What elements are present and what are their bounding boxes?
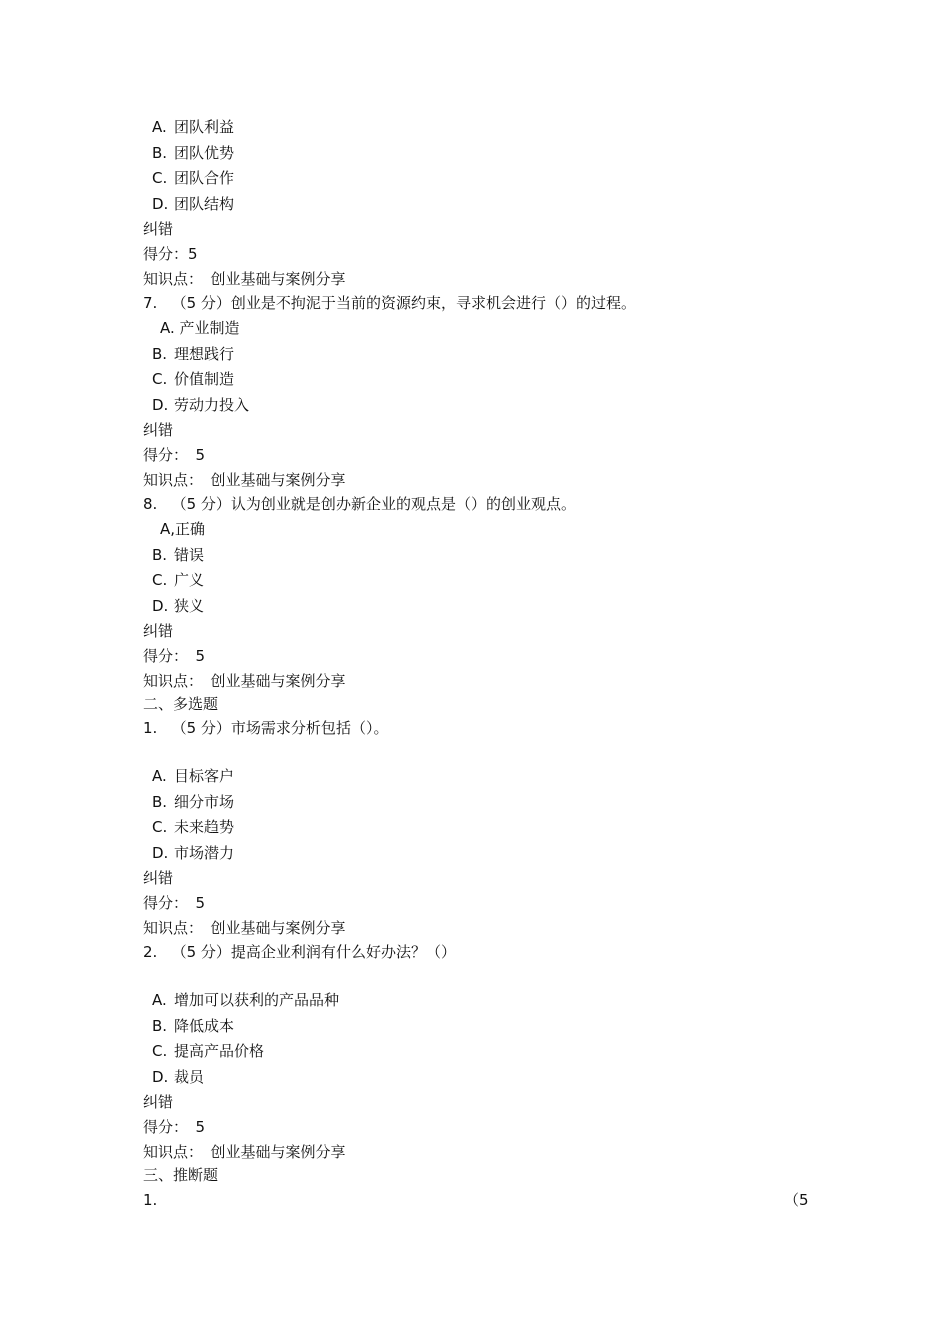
option-label: D. (152, 597, 169, 615)
question-number: 1. (143, 719, 158, 737)
section-heading: 三、推断题 (143, 1166, 219, 1184)
option-text: 错误 (174, 546, 205, 564)
option-c (152, 818, 234, 836)
knowledge-point: 知识点： 创业基础与案例分享 (143, 919, 346, 937)
question-t1-score-tail: （5 (784, 1191, 809, 1209)
question-number: 2. (143, 943, 158, 961)
question-8 (143, 495, 576, 513)
option-c (152, 571, 204, 589)
option-b (152, 1017, 234, 1035)
option-label: A, (160, 520, 176, 538)
option-label: B. (152, 793, 168, 811)
option-text: 理想践行 (174, 345, 235, 363)
option-d (152, 844, 234, 862)
question-text: （5 分）认为创业就是创办新企业的观点是（）的创业观点。 (171, 495, 576, 513)
option-label: C. (152, 169, 168, 187)
correction-link[interactable]: 纠错 (143, 421, 174, 439)
correction-link[interactable]: 纠错 (143, 1093, 174, 1111)
option-label: D. (152, 1068, 169, 1086)
question-text: （5 分）提高企业利润有什么好办法？（） (171, 943, 456, 961)
correction-link[interactable]: 纠错 (143, 869, 174, 887)
option-text: 团队结构 (174, 195, 235, 213)
score: 得分： 5 (143, 647, 206, 665)
knowledge-point: 知识点： 创业基础与案例分享 (143, 1143, 346, 1161)
option-label: D. (152, 396, 169, 414)
option-text: 产业制造 (179, 319, 240, 337)
option-label: B. (152, 1017, 168, 1035)
option-text: 增加可以获利的产品品种 (174, 991, 340, 1009)
option-b (152, 144, 234, 162)
option-b (152, 345, 234, 363)
score: 得分： 5 (143, 1118, 206, 1136)
question-text: （5 分）市场需求分析包括（）。 (171, 719, 389, 737)
option-text: 目标客户 (174, 767, 235, 785)
option-text: 细分市场 (174, 793, 235, 811)
option-b (152, 546, 204, 564)
option-label: B. (152, 546, 168, 564)
option-c (152, 1042, 264, 1060)
option-text: 团队合作 (174, 169, 235, 187)
score: 得分：5 (143, 245, 198, 263)
option-c (152, 370, 234, 388)
option-c (152, 169, 234, 187)
knowledge-point: 知识点： 创业基础与案例分享 (143, 270, 346, 288)
option-label: C. (152, 370, 168, 388)
option-text: 提高产品价格 (174, 1042, 265, 1060)
question-text: （5 分）创业是不拘泥于当前的资源约束，寻求机会进行（）的过程。 (171, 294, 636, 312)
option-text: 裁员 (174, 1068, 205, 1086)
option-label: B. (152, 144, 168, 162)
option-d (152, 1068, 204, 1086)
option-label: B. (152, 345, 168, 363)
option-a (160, 520, 205, 538)
option-text: 市场潜力 (174, 844, 235, 862)
option-label: A. (152, 767, 167, 785)
option-label: D. (152, 195, 169, 213)
option-text: 劳动力投入 (174, 396, 250, 414)
knowledge-point: 知识点： 创业基础与案例分享 (143, 471, 346, 489)
section-heading: 二、多选题 (143, 695, 219, 713)
question-m2 (143, 943, 456, 961)
option-text: 未来趋势 (174, 818, 235, 836)
option-d (152, 396, 249, 414)
option-label: C. (152, 818, 168, 836)
option-label: A. (152, 991, 167, 1009)
score: 得分： 5 (143, 894, 206, 912)
question-7 (143, 294, 636, 312)
question-number: 8. (143, 495, 158, 513)
option-text: 正确 (175, 520, 206, 538)
score: 得分： 5 (143, 446, 206, 464)
option-text: 广义 (174, 571, 205, 589)
option-label: A. (160, 319, 175, 337)
option-a (152, 767, 234, 785)
option-label: C. (152, 1042, 168, 1060)
option-text: 价值制造 (174, 370, 235, 388)
option-a (160, 319, 240, 337)
option-text: 降低成本 (174, 1017, 235, 1035)
correction-link[interactable]: 纠错 (143, 220, 174, 238)
option-d (152, 195, 234, 213)
knowledge-point: 知识点： 创业基础与案例分享 (143, 672, 346, 690)
option-text: 团队优势 (174, 144, 235, 162)
option-a (152, 118, 234, 136)
option-text: 狭义 (174, 597, 205, 615)
option-b (152, 793, 234, 811)
option-label: C. (152, 571, 168, 589)
question-m1 (143, 719, 388, 737)
question-number: 7. (143, 294, 158, 312)
option-text: 团队利益 (174, 118, 235, 136)
correction-link[interactable]: 纠错 (143, 622, 174, 640)
option-label: D. (152, 844, 169, 862)
question-t1-number: 1. (143, 1191, 158, 1209)
option-label: A. (152, 118, 167, 136)
option-a (152, 991, 339, 1009)
option-d (152, 597, 204, 615)
